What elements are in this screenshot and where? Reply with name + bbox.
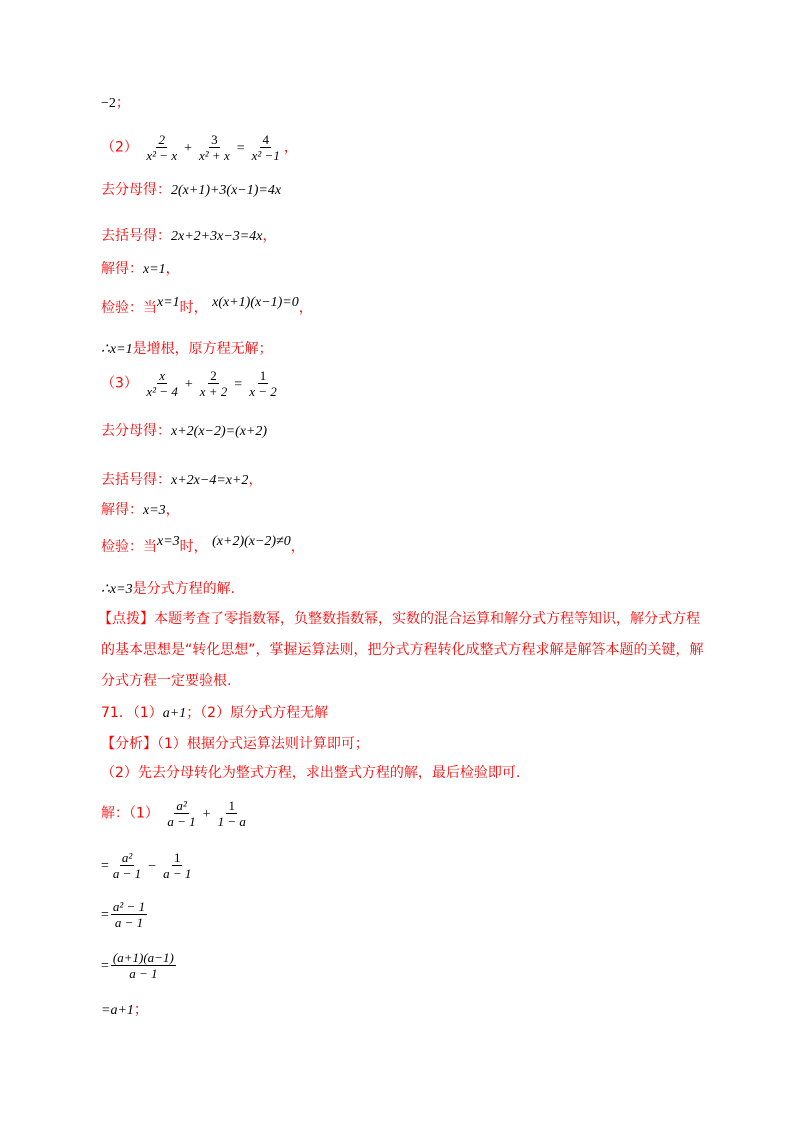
- fraction: $\frac{x}{\text{x² − 4}}$: [146, 368, 178, 399]
- solution-result: =a+1；: [101, 1002, 148, 1018]
- math-expression: x+2(x−2)=(x+2): [171, 424, 268, 439]
- step-solve-3: 解得：x=3，: [101, 502, 180, 518]
- step-remove-brackets: 去括号得：2x+2+3x−3=4x，: [101, 228, 277, 244]
- math-expression: ∴x=1: [101, 342, 133, 357]
- part-label: （3）: [101, 375, 138, 392]
- math-expression: =a+1: [101, 1003, 134, 1018]
- solution-step-2: = $\frac{\text{a² − 1}}{a - 1}$: [101, 899, 146, 930]
- math-expression: x+2x−4=x+2: [171, 473, 249, 488]
- analysis-line-2: （2）先去分母转化为整式方程，求出整式方程的解，最后检验即可.: [101, 765, 521, 781]
- math-expression: 2x+2+3x−3=4x: [171, 229, 263, 244]
- math-expression: x(x+1)(x−1)=0: [212, 295, 299, 310]
- tip-paragraph: 【点拨】本题考查了零指数幂，负整数指数幂，实数的混合运算和解分式方程等知识，解分式方程的基本思想是“转化思想”，掌握运算法则，把分式方程转化成整式方程求解是解答本题的关键，解分式方程一定要验根.: [98, 611, 704, 689]
- step-check-3: 检验：当x=3时， (x+2)(x−2)≠0，: [101, 534, 305, 555]
- conclusion-solution: ∴x=3是分式方程的解.: [101, 581, 236, 597]
- math-expression: a+1: [162, 706, 187, 721]
- conclusion-extraneous-root: ∴x=1是增根，原方程无解；: [101, 341, 273, 357]
- problem-2-equation: （2） $\frac{2}{\text{x² − x}}$ + $\frac{3}{\text{x² + x}}$ = $\frac{4}{\text{x² −1}}$ ，: [101, 132, 298, 163]
- solution-step-1: = $\frac{\text{a²}}{a - 1}$ − $\frac{1}{a - 1}$: [101, 850, 192, 881]
- step-solve: 解得：x=1，: [101, 261, 180, 277]
- math-expression: 2(x+1)+3(x−1)=4x: [171, 183, 282, 198]
- step-remove-brackets-3: 去括号得：x+2x−4=x+2，: [101, 472, 263, 488]
- fraction: $\frac{3}{\text{x² + x}}$: [199, 132, 230, 163]
- math-expression: (x+2)(x−2)≠0: [212, 534, 291, 549]
- analysis-line-1: 【分析】（1）根据分式运算法则计算即可；: [101, 736, 369, 752]
- fraction: $\frac{1}{1 - a}$: [217, 798, 246, 829]
- line-result-minus-two: −2；: [101, 95, 130, 111]
- math-expression: x=3: [143, 503, 166, 518]
- math-expression: −2: [101, 96, 116, 111]
- step-remove-denominator: 去分母得：2(x+1)+3(x−1)=4x: [101, 182, 282, 198]
- solution-step-3: = $\frac{(a+1)(a-1)}{a - 1}$: [101, 950, 174, 981]
- step-check: 检验：当x=1时， x(x+1)(x−1)=0，: [101, 295, 313, 316]
- fraction: $\frac{4}{\text{x² −1}}$: [251, 132, 280, 163]
- problem-3-equation: （3） $\frac{x}{\text{x² − 4}}$ + $\frac{2}{x + 2}$ = $\frac{1}{x - 2}$: [101, 368, 277, 399]
- math-expression: x=1: [143, 262, 166, 277]
- fraction: $\frac{1}{x - 2}$: [249, 368, 277, 399]
- step-remove-denominator-3: 去分母得：x+2(x−2)=(x+2): [101, 423, 268, 439]
- answer-71: 71．（1）a+1；（2）原分式方程无解: [101, 705, 329, 721]
- fraction: $\frac{\text{a²}}{a - 1}$: [167, 798, 196, 829]
- solution-part-1: 解：（1） $\frac{\text{a²}}{a - 1}$ + $\frac{1}{1 - a}$: [101, 798, 246, 829]
- fraction: $\frac{2}{x + 2}$: [199, 368, 228, 399]
- fraction: $\frac{1}{a - 1}$: [163, 850, 192, 881]
- fraction: $\frac{(a+1)(a-1)}{a - 1}$: [112, 950, 174, 981]
- fraction: $\frac{\text{a² − 1}}{a - 1}$: [112, 899, 146, 930]
- fraction: $\frac{\text{a²}}{a - 1}$: [112, 850, 142, 881]
- math-expression: ∴x=3: [101, 582, 133, 597]
- part-label: （2）: [101, 139, 138, 156]
- fraction: $\frac{2}{\text{x² − x}}$: [146, 132, 178, 163]
